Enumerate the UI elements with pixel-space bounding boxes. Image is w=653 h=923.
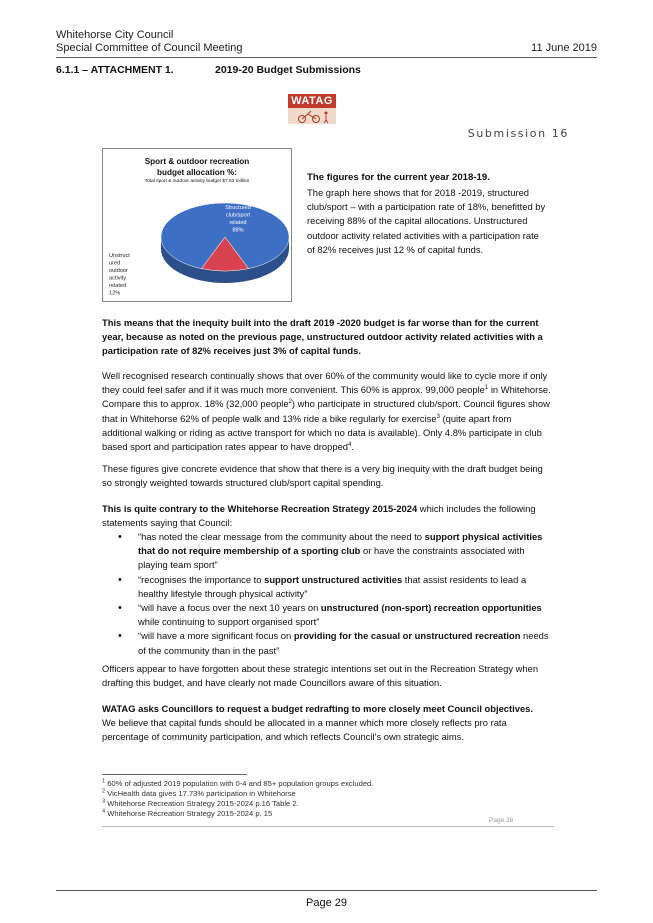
intro-heading: The figures for the current year 2018-19.: [307, 172, 490, 183]
quote-text: or have the constraints associated with playing team sport”: [138, 545, 525, 571]
footer-rule: [56, 890, 597, 891]
paragraph-research: [102, 369, 554, 454]
slice-label-unstructured: Unstruct: [109, 253, 130, 259]
header-committee: Special Committee of Council Meeting: [56, 42, 243, 54]
pie-chart: [102, 148, 292, 302]
paragraph-inequity: This means that the inequity built into the draft 2019 -2020 budget is far worse than for the current year, because as noted on the previous page, unstructured outdoor activity related activities with a participation rate of 82% receives just 3% of capital funds.: [102, 317, 543, 357]
research-text-e: .: [351, 441, 354, 453]
quote-emphasis: support physical activities that do not require membership of a sporting club: [138, 531, 543, 557]
quote-text: “will have a focus over the next 10 years on: [138, 602, 321, 614]
strategy-quote-item: [118, 629, 554, 657]
chart-subtitle: Total sport & outdoor activity budget $7.63 million: [144, 179, 250, 184]
pie-svg: [103, 149, 291, 301]
intro-line: The graph here shows that for 2018 -2019, structured: [307, 187, 530, 198]
attachment-title: 2019-20 Budget Submissions: [215, 64, 361, 76]
cyclist-icon: [288, 108, 336, 124]
slice-label-unstructured: outdoor: [109, 268, 128, 274]
footnote-item: [102, 799, 299, 808]
paragraph-evidence: These figures give concrete evidence that show that there is a very big inequity with the draft budget being so strongly weighted towards structured club/sport capital spending.: [102, 463, 543, 489]
footnote-text: VicHealth data gives 17.73% participation in Whitehorse: [107, 789, 296, 798]
intro-line: of 82% receives just 12 % of capital funds.: [307, 243, 484, 255]
attachment-label: 6.1.1 – ATTACHMENT 1.: [56, 64, 174, 76]
intro-line: receiving 88% of the capital allocations. Unstructured: [307, 215, 528, 227]
chart-title: Sport & outdoor recreation budget allocation %:: [144, 157, 250, 177]
quote-text: “will have a more significant focus on: [138, 630, 294, 642]
header-org: Whitehorse City Council: [56, 29, 174, 41]
strategy-quotes-list: [118, 530, 554, 658]
slice-label-structured: Structured: [225, 205, 251, 211]
slice-label-structured: 88%: [232, 227, 244, 234]
paragraph-request: [102, 702, 554, 745]
slice-label-unstructured: related: [109, 283, 127, 289]
footnote-number: 4: [102, 808, 106, 815]
quote-text: while continuing to support organised sport”: [138, 616, 320, 628]
intro-text: [307, 186, 567, 257]
strategy-bold: This is quite contrary to the Whitehorse Recreation Strategy 2015-2024: [102, 503, 418, 514]
watag-logo: [288, 94, 336, 126]
intro-line: club/sport – with a participation rate of 18%, benefitted by: [307, 201, 546, 213]
paragraph-officers: Officers appear to have forgotten about these strategic intentions set out in the Recreation Strategy when drafting this budget, and have clearly not made Councillors aware of this situation.: [102, 663, 539, 689]
quote-text: that assist residents to lead a healthy lifestyle through physical activity”: [138, 573, 527, 599]
footnote-item: [102, 789, 296, 798]
logo-text: WATAG: [288, 94, 336, 108]
strategy-quote-item: [118, 573, 554, 601]
footnote-ref-2: 2: [288, 399, 292, 406]
quote-text: “recognises the importance to: [138, 573, 265, 585]
footnote-item: [102, 779, 373, 788]
research-text-d: (quite apart from additional walking or riding as active transport for which no data is available). Only 4.8% participate in club based sport and participation rates appear to have dropped: [102, 412, 542, 453]
strategy-quote-item: [118, 601, 554, 629]
research-text-a: Well recognised research continually shows that over 60% of the community would like to cycle more if only they could feel safer and if it was much more convenient. This 60% is approx. 99,000 people: [102, 370, 548, 396]
paragraph-strategy: [102, 502, 554, 530]
page-footer: Page 29: [306, 897, 347, 909]
footnote-item: [102, 809, 272, 818]
submission-number: Submission 16: [467, 127, 569, 140]
strategy-quote-item: [118, 530, 554, 573]
quote-text: “has noted the clear message from the community about the need to: [138, 531, 425, 542]
footnote-number: 3: [102, 798, 106, 805]
footnote-text: 60% of adjusted 2019 population with 0-4 and 85+ population groups excluded.: [107, 779, 374, 788]
header-date: 11 June 2019: [531, 42, 597, 54]
footnote-ref-4: 4: [348, 441, 352, 448]
inner-page-number: Page 28: [489, 817, 514, 824]
request-rest: We believe that capital funds should be allocated in a manner which more closely reflects pro rata percentage of community participation, and which reflects Council’s own strategic aims.: [102, 717, 507, 743]
footnote-ref-3: 3: [436, 413, 440, 420]
slice-label-unstructured: activity: [109, 275, 127, 282]
quote-emphasis: providing for the casual or unstructured recreation: [293, 630, 521, 642]
footnote-rule: [102, 774, 247, 775]
quote-emphasis: unstructured (non-sport) recreation opportunities: [320, 602, 542, 614]
footnote-ref-1: 1: [484, 385, 489, 392]
request-bold: WATAG asks Councillors to request a budget redrafting to more closely meet Council objectives.: [102, 703, 533, 714]
slice-label-structured: related: [229, 220, 247, 226]
research-text-b: in Whitehorse. Compare this to approx. 18% (32,000 people: [102, 384, 551, 410]
slice-label-unstructured: ured: [109, 260, 121, 267]
slice-label-unstructured: 12%: [109, 290, 121, 297]
footnote-number: 1: [102, 778, 106, 785]
quote-emphasis: support unstructured activities: [264, 573, 403, 585]
footnote-number: 2: [102, 788, 106, 795]
quote-text: needs of the community than in the past”: [138, 630, 549, 656]
strategy-rest: which includes the following statements saying that Council:: [102, 503, 536, 529]
header-rule: [56, 57, 597, 58]
slice-label-structured: club/sport: [225, 212, 251, 219]
footnote-text: Whitehorse Recreation Strategy 2015-2024 p. 15: [107, 809, 273, 818]
research-text-c: ) who participate in structured club/sport. Council figures show that in Whitehorse 62% of people walk and 13% ride a bike regularly for exercise: [102, 398, 550, 424]
intro-line: outdoor activity related activities with a participation rate: [307, 229, 539, 241]
footnote-text: Whitehorse Recreation Strategy 2015-2024 p.16 Table 2.: [107, 799, 299, 808]
inner-bottom-rule: [102, 826, 554, 827]
